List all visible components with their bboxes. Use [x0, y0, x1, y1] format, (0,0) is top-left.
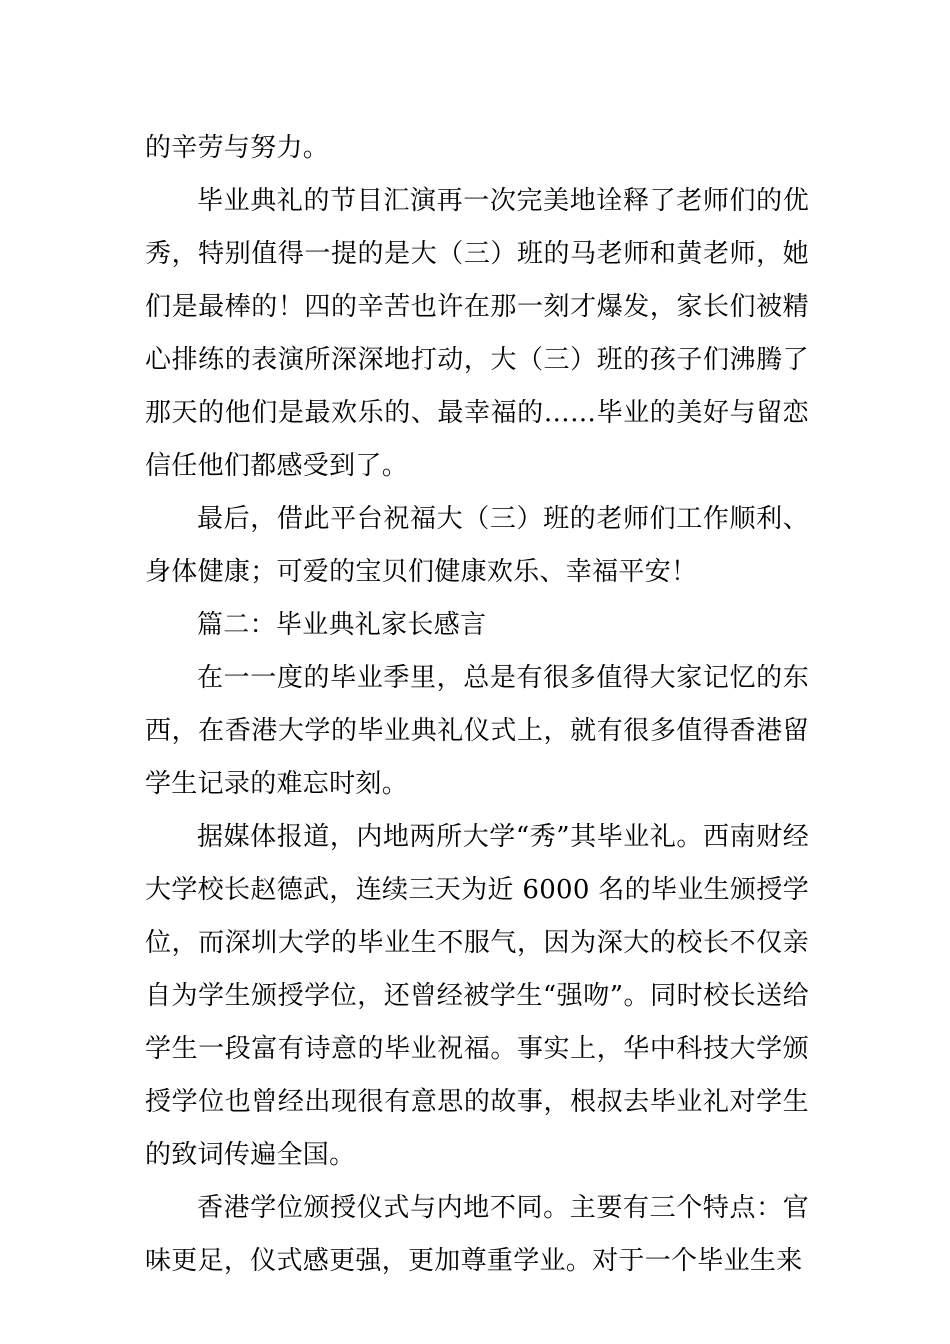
- paragraph-blessing: 最后，借此平台祝福大（三）班的老师们工作顺利、身体健康；可爱的宝贝们健康欢乐、幸福平安！: [145, 504, 809, 587]
- paragraph-performance: 毕业典礼的节目汇演再一次完美地诠释了老师们的优秀，特别值得一提的是大（三）班的马老师和黄老师，她们是最棒的！四的辛苦也许在那一刻才爆发，家长们被精心排练的表演所深深地打动，大（三）班的孩子们沸腾了那天的他们是最欢乐的、最幸福的……毕业的美好与留恋信任他们都感受到了。: [145, 186, 809, 481]
- paragraph-hongkong-ceremony: 香港学位颁授仪式与内地不同。主要有三个特点：官味更足，仪式感更强，更加尊重学业。对于一个毕业生来: [145, 1193, 809, 1276]
- document-body: [145, 122, 809, 1288]
- paragraph-media-report: 据媒体报道，内地两所大学“秀”其毕业礼。西南财经大学校长赵德武，连续三天为近 6000 名的毕业生颁授学位，而深圳大学的毕业生不服气，因为深大的校长不仅亲自为学生颁授学位，还曾经被学生“强吻”。同时校长送给学生一段富有诗意的毕业祝福。事实上，华中科技大学颁授学位也曾经出现很有意思的故事，根叔去毕业礼对学生的致词传遍全国。: [145, 822, 809, 1170]
- paragraph-continuation: 的辛劳与努力。: [145, 133, 330, 163]
- section-heading: 篇二：毕业典礼家长感言: [197, 610, 487, 640]
- paragraph-graduation-season: 在一一度的毕业季里，总是有很多值得大家记忆的东西，在香港大学的毕业典礼仪式上，就有很多值得香港留学生记录的难忘时刻。: [145, 663, 809, 799]
